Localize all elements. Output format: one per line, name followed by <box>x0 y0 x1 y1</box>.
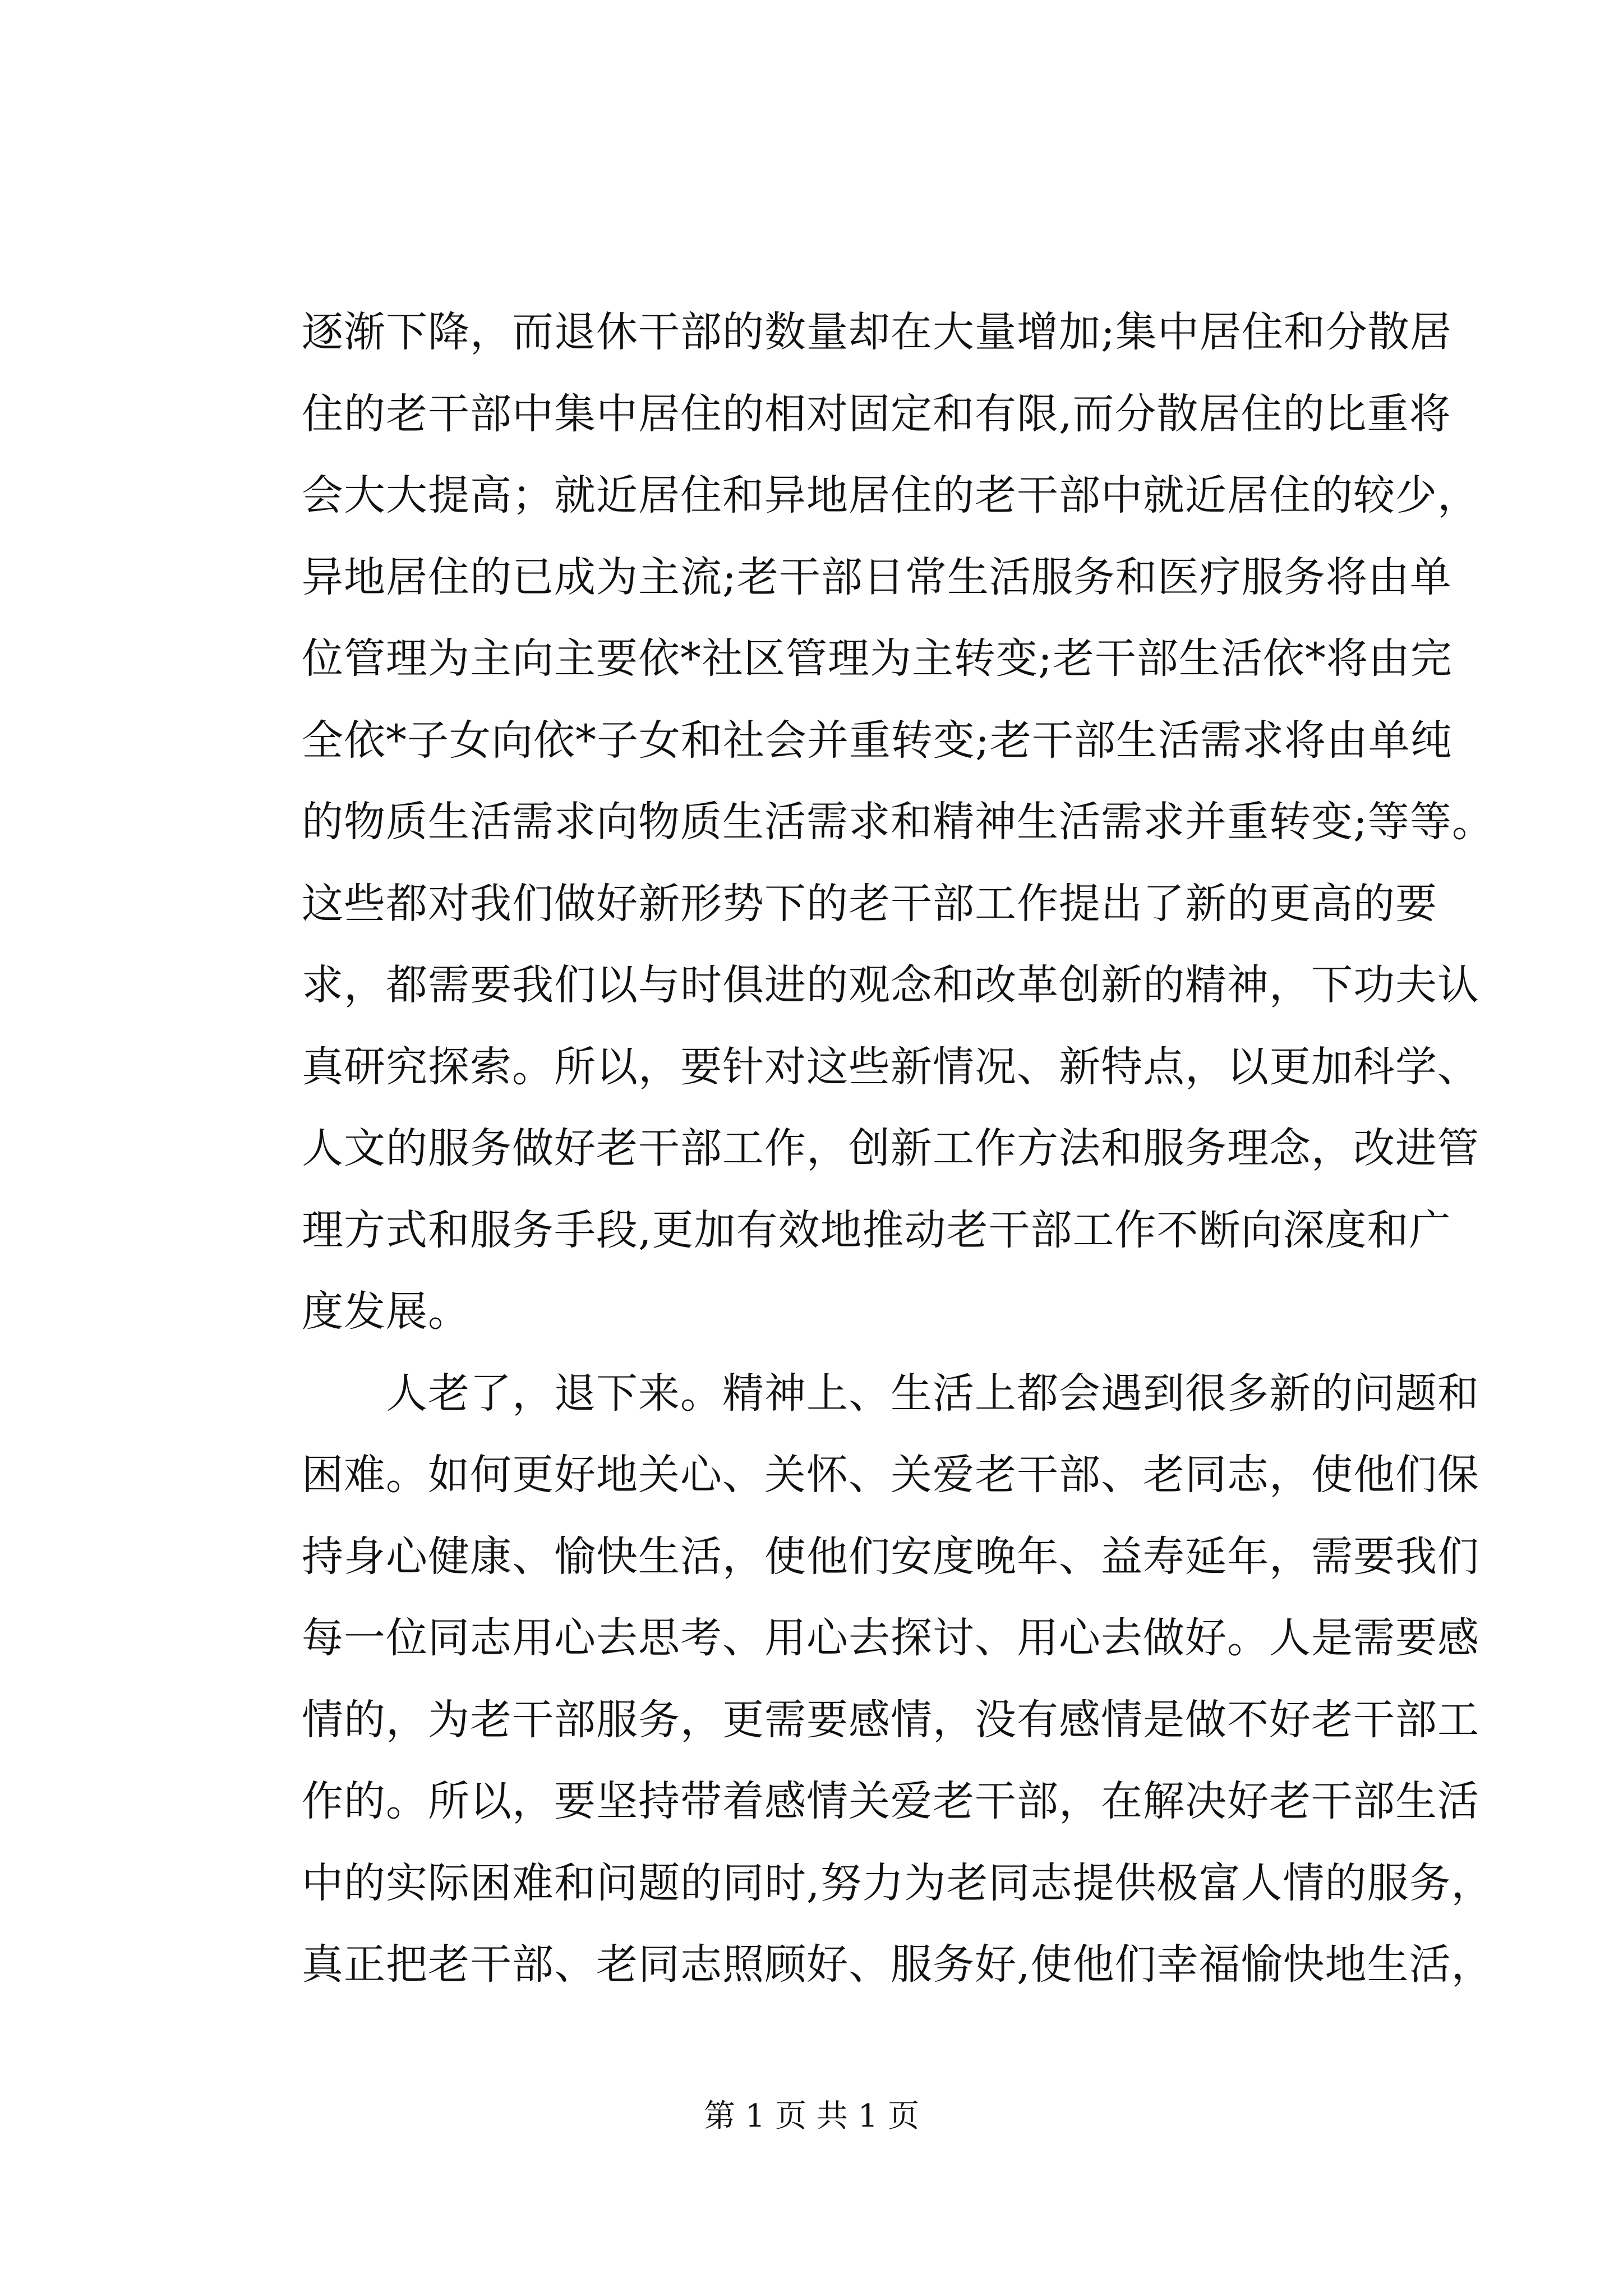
text-line: 真正把老干部、老同志照顾好、服务好,使他们幸福愉快地生活， <box>302 1940 1493 1989</box>
text-line: 住的老干部中集中居住的相对固定和有限,而分散居住的比重将 <box>302 389 1451 438</box>
paragraph-start-line: 人老了，退下来。精神上、生活上都会遇到很多新的问题和 <box>302 1369 1479 1418</box>
text-line: 这些都对我们做好新形势下的老干部工作提出了新的更高的要 <box>302 879 1437 928</box>
text-line: 情的，为老干部服务，更需要感情，没有感情是做不好老干部工 <box>302 1695 1479 1744</box>
text-line: 全依*子女向依*子女和社会并重转变;老干部生活需求将由单纯 <box>302 716 1453 765</box>
text-line: 异地居住的已成为主流;老干部日常生活服务和医疗服务将由单 <box>302 553 1452 601</box>
body-text <box>302 292 1494 2006</box>
text-line: 的物质生活需求向物质生活需求和精神生活需求并重转变;等等。 <box>302 798 1494 846</box>
text-line: 持身心健康、愉快生活，使他们安度晚年、益寿延年，需要我们 <box>302 1532 1479 1581</box>
text-line: 逐渐下降，而退休干部的数量却在大量增加;集中居住和分散居 <box>302 308 1452 356</box>
page-number-label: 第 1 页 共 1 页 <box>703 2098 920 2134</box>
text-line: 中的实际困难和问题的同时,努力为老同志提供极富人情的服务， <box>302 1858 1493 1907</box>
page-footer <box>0 2097 1623 2136</box>
text-line: 人文的服务做好老干部工作，创新工作方法和服务理念，改进管 <box>302 1124 1479 1172</box>
text-line: 度发展。 <box>302 1287 470 1336</box>
text-line: 真研究探索。所以，要针对这些新情况、新特点，以更加科学、 <box>302 1042 1479 1091</box>
text-line: 作的。所以，要坚持带着感情关爱老干部，在解决好老干部生活 <box>302 1777 1479 1825</box>
text-line: 每一位同志用心去思考、用心去探讨、用心去做好。人是需要感 <box>302 1614 1479 1662</box>
text-line: 求，都需要我们以与时俱进的观念和改革创新的精神，下功夫认 <box>302 961 1479 1009</box>
text-line: 会大大提高；就近居住和异地居住的老干部中就近居住的较少， <box>302 471 1479 519</box>
text-line: 位管理为主向主要依*社区管理为主转变;老干部生活依*将由完 <box>302 634 1453 683</box>
text-line: 理方式和服务手段,更加有效地推动老干部工作不断向深度和广 <box>302 1205 1451 1254</box>
text-line: 困难。如何更好地关心、关怀、关爱老干部、老同志，使他们保 <box>302 1451 1479 1499</box>
